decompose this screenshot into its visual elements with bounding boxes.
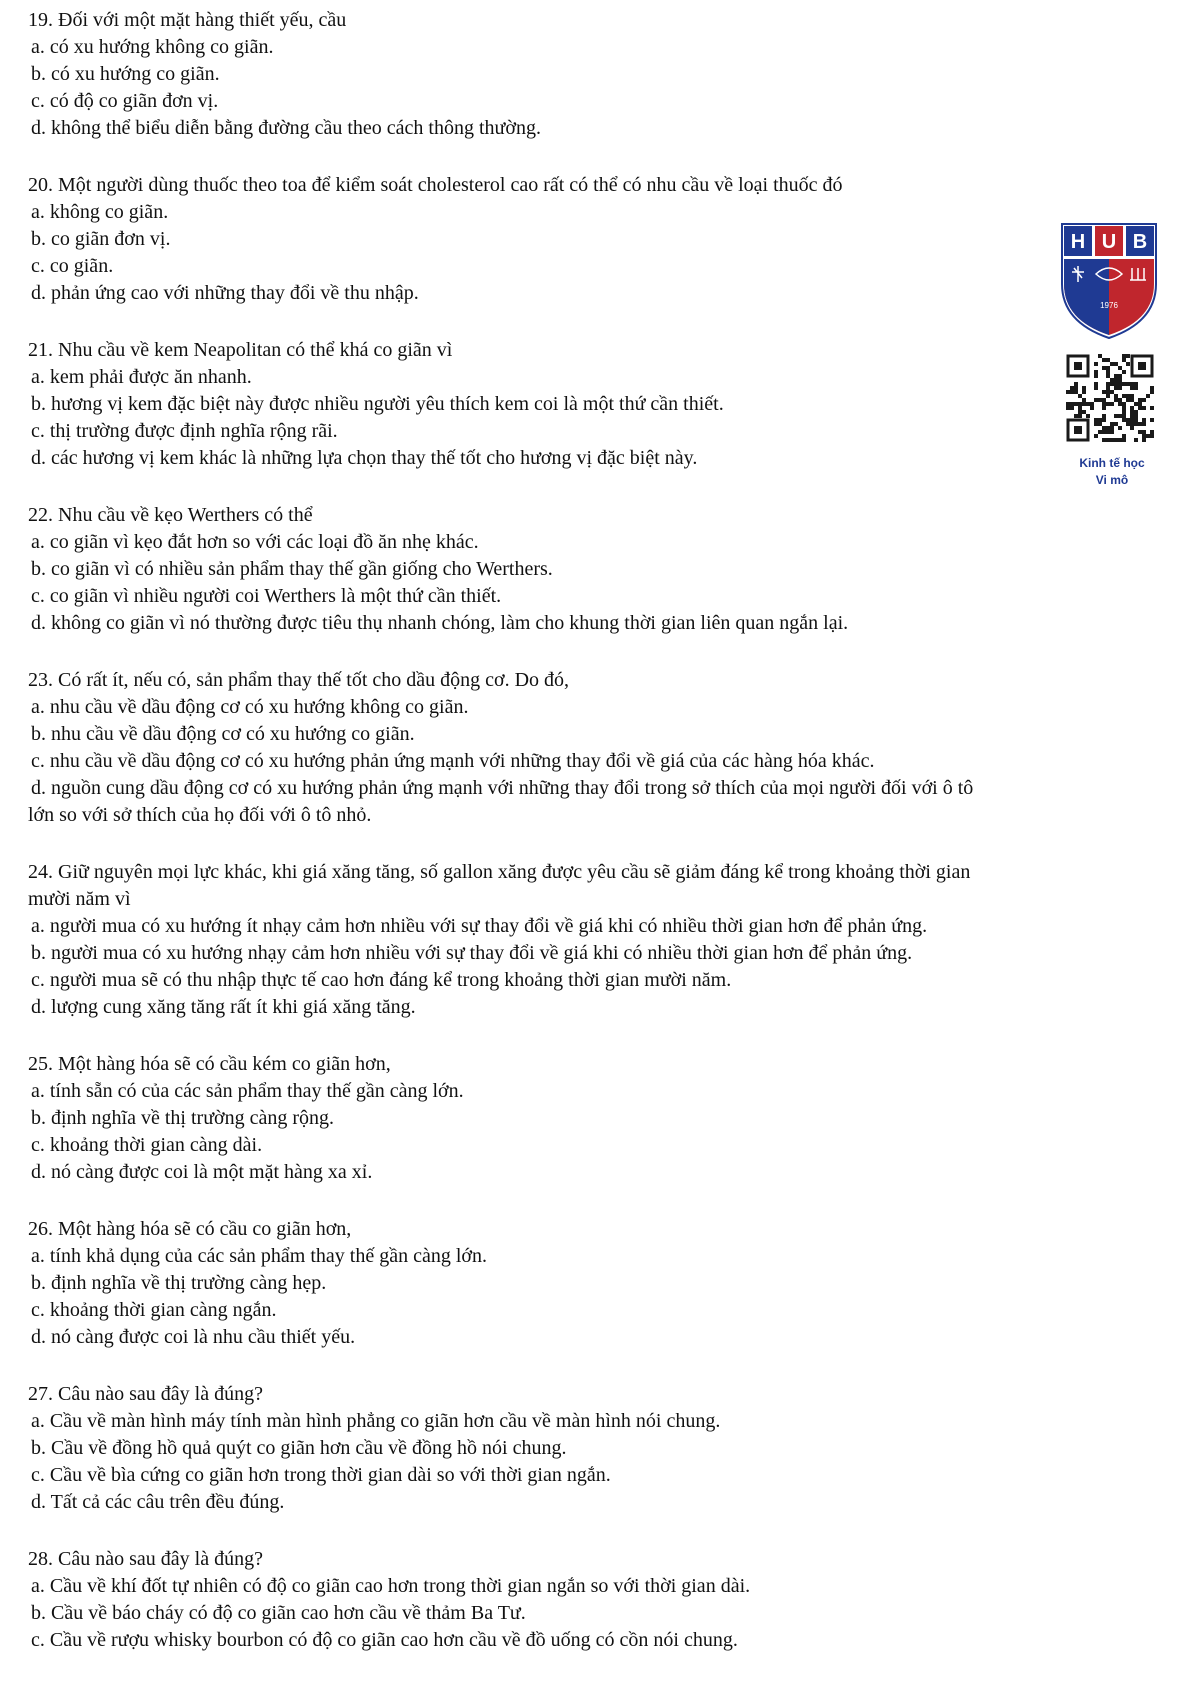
question-26-option-b: b. định nghĩa về thị trường càng hẹp.: [31, 1272, 327, 1294]
question-24-stem-continued: mười năm vì: [28, 888, 131, 910]
question-23-option-d-continued: lớn so với sở thích của họ đối với ô tô nhỏ.: [28, 804, 372, 826]
question-25-option-b: b. định nghĩa về thị trường càng rộng.: [31, 1107, 335, 1129]
question-19-stem: 19. Đối với một mặt hàng thiết yếu, cầu: [28, 9, 347, 31]
question-19-option-a: a. có xu hướng không co giãn.: [31, 36, 274, 58]
logo-letter-b: B: [1132, 231, 1148, 253]
question-26-option-a: a. tính khả dụng của các sản phẩm thay thế gần càng lớn.: [31, 1245, 487, 1267]
question-25-option-d: d. nó càng được coi là một mặt hàng xa xỉ.: [31, 1161, 373, 1183]
question-22-option-a: a. co giãn vì kẹo đắt hơn so với các loại đồ ăn nhẹ khác.: [31, 531, 479, 553]
question-24-option-d: d. lượng cung xăng tăng rất ít khi giá xăng tăng.: [31, 996, 416, 1018]
question-24-option-c: c. người mua sẽ có thu nhập thực tế cao hơn đáng kể trong khoảng thời gian mười năm.: [31, 969, 732, 991]
question-28-option-a: a. Cầu về khí đốt tự nhiên có độ co giãn cao hơn trong thời gian ngắn so với thời gian dài.: [31, 1575, 751, 1597]
qr-code-icon: [1066, 354, 1154, 442]
question-20-option-c: c. co giãn.: [31, 255, 114, 277]
question-19-option-d: d. không thể biểu diễn bằng đường cầu theo cách thông thường.: [31, 117, 541, 139]
question-27-option-a: a. Cầu về màn hình máy tính màn hình phẳng co giãn hơn cầu về màn hình nói chung.: [31, 1410, 721, 1432]
logo-letter-h: H: [1070, 231, 1086, 253]
question-23-option-c: c. nhu cầu về dầu động cơ có xu hướng phản ứng mạnh với những thay đổi về giá của các hàng hóa khác.: [31, 750, 875, 772]
question-26-option-c: c. khoảng thời gian càng ngắn.: [31, 1299, 277, 1321]
logo-letter-u: U: [1101, 231, 1117, 253]
question-27-option-c: c. Cầu về bìa cứng co giãn hơn trong thời gian dài so với thời gian ngắn.: [31, 1464, 611, 1486]
question-22-stem: 22. Nhu cầu về kẹo Werthers có thể: [28, 504, 313, 526]
question-27-option-b: b. Cầu về đồng hồ quả quýt co giãn hơn cầu về đồng hồ nói chung.: [31, 1437, 567, 1459]
hub-logo: [1060, 222, 1158, 340]
question-20-stem: 20. Một người dùng thuốc theo toa để kiểm soát cholesterol cao rất có thể có nhu cầu về loại thuốc đó: [28, 174, 843, 196]
question-20-option-a: a. không co giãn.: [31, 201, 169, 223]
question-27-option-d: d. Tất cả các câu trên đều đúng.: [31, 1491, 285, 1513]
question-23-option-d: d. nguồn cung dầu động cơ có xu hướng phản ứng mạnh với những thay đổi trong sở thích của mọi người đối với ô tô: [31, 777, 974, 799]
logo-year: 1976: [1100, 301, 1118, 310]
question-25-stem: 25. Một hàng hóa sẽ có cầu kém co giãn hơn,: [28, 1053, 391, 1075]
question-22-option-d: d. không co giãn vì nó thường được tiêu thụ nhanh chóng, làm cho khung thời gian liên quan ngắn lại.: [31, 612, 849, 634]
question-19-option-b: b. có xu hướng co giãn.: [31, 63, 220, 85]
question-23-stem: 23. Có rất ít, nếu có, sản phẩm thay thế tốt cho dầu động cơ. Do đó,: [28, 669, 570, 691]
question-21-option-d: d. các hương vị kem khác là những lựa chọn thay thế tốt cho hương vị đặc biệt này.: [31, 447, 698, 469]
question-25-option-c: c. khoảng thời gian càng dài.: [31, 1134, 263, 1156]
question-21-option-b: b. hương vị kem đặc biệt này được nhiều người yêu thích kem coi là một thứ cần thiết.: [31, 393, 724, 415]
question-19-option-c: c. có độ co giãn đơn vị.: [31, 90, 219, 112]
question-24-stem: 24. Giữ nguyên mọi lực khác, khi giá xăng tăng, số gallon xăng được yêu cầu sẽ giảm đáng kể trong khoảng thời gian: [28, 861, 971, 883]
question-23-option-b: b. nhu cầu về dầu động cơ có xu hướng co giãn.: [31, 723, 415, 745]
question-25-option-a: a. tính sẵn có của các sản phẩm thay thế gần càng lớn.: [31, 1080, 464, 1102]
question-28-option-c: c. Cầu về rượu whisky bourbon có độ co giãn cao hơn cầu về đồ uống có cồn nói chung.: [31, 1629, 738, 1651]
question-24-option-a: a. người mua có xu hướng ít nhạy cảm hơn nhiều với sự thay đổi về giá khi có nhiều thời gian hơn để phản ứng.: [31, 915, 928, 937]
question-21-stem: 21. Nhu cầu về kem Neapolitan có thể khá co giãn vì: [28, 339, 453, 361]
question-22-option-c: c. co giãn vì nhiều người coi Werthers là một thứ cần thiết.: [31, 585, 502, 607]
question-21-option-a: a. kem phải được ăn nhanh.: [31, 366, 252, 388]
question-20-option-d: d. phản ứng cao với những thay đổi về thu nhập.: [31, 282, 419, 304]
question-21-option-c: c. thị trường được định nghĩa rộng rãi.: [31, 420, 338, 442]
brand-name: Kinh tế học: [1079, 456, 1145, 470]
question-24-option-b: b. người mua có xu hướng nhạy cảm hơn nhiều với sự thay đổi về giá khi có nhiều thời gian hơn để phản ứng.: [31, 942, 913, 964]
question-20-option-b: b. co giãn đơn vị.: [31, 228, 171, 250]
question-23-option-a: a. nhu cầu về dầu động cơ có xu hướng không co giãn.: [31, 696, 469, 718]
question-26-option-d: d. nó càng được coi là nhu cầu thiết yếu.: [31, 1326, 356, 1348]
question-22-option-b: b. co giãn vì có nhiều sản phẩm thay thế gần giống cho Werthers.: [31, 558, 553, 580]
question-28-stem: 28. Câu nào sau đây là đúng?: [28, 1548, 263, 1570]
question-26-stem: 26. Một hàng hóa sẽ có cầu co giãn hơn,: [28, 1218, 352, 1240]
question-28-option-b: b. Cầu về báo cháy có độ co giãn cao hơn cầu về thảm Ba Tư.: [31, 1602, 526, 1624]
question-27-stem: 27. Câu nào sau đây là đúng?: [28, 1383, 263, 1405]
brand-subtitle: Vi mô: [1095, 473, 1129, 487]
